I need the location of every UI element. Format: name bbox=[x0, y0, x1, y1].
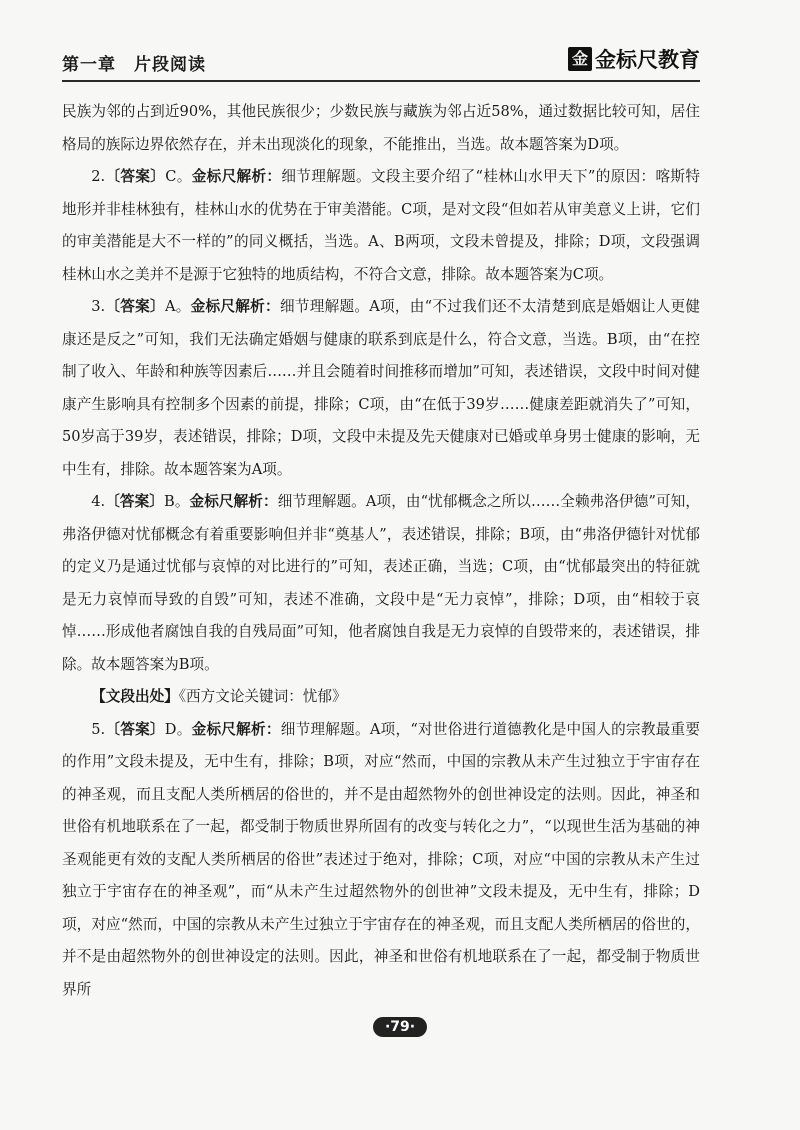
paragraph-continued: 民族为邻的占到近90%，其他民族很少；少数民族与藏族为邻占近58%，通过数据比较可知，居住格局的族际边界依然存在，并未出现淡化的现象，不能推出，当选。故本题答案为D项。 bbox=[62, 103, 700, 153]
analysis-tag: 金标尺解析： bbox=[191, 720, 281, 738]
answer-letter: C。 bbox=[165, 168, 192, 185]
logo-text: 金标尺教育 bbox=[595, 48, 700, 72]
answer-letter: D。 bbox=[164, 720, 192, 738]
publisher-logo bbox=[568, 44, 700, 74]
section-title: 片段阅读 bbox=[134, 55, 206, 75]
question-number: 4. bbox=[91, 493, 106, 510]
page-number: ·79· bbox=[373, 1017, 427, 1037]
page-content bbox=[62, 96, 700, 1006]
analysis-tag: 金标尺解析： bbox=[190, 298, 280, 315]
page-footer bbox=[0, 1016, 800, 1037]
page-header bbox=[62, 40, 700, 82]
source-tag: 【文段出处】 bbox=[91, 688, 179, 705]
answer-paragraph-4 bbox=[62, 486, 700, 681]
source-paragraph bbox=[62, 681, 700, 714]
analysis-tag: 金标尺解析： bbox=[191, 168, 282, 185]
answer-paragraph-5 bbox=[62, 714, 700, 1007]
question-number: 3. bbox=[91, 298, 106, 315]
source-text: 《西方文论关键词：忧郁》 bbox=[178, 688, 347, 705]
question-number: 2. bbox=[91, 168, 106, 185]
analysis-text: 细节理解题。A项，由“忧郁概念之所以……全赖弗洛伊德”可知，弗洛伊德对忧郁概念有着重要影响但并非“奠基人”，表述错误，排除；B项，由“弗洛伊德针对忧郁的定义乃是通过忧郁与哀悼的对比进行的”可知，表述正确，当选；C项，由“忧郁最突出的特征就是无力哀悼而导致的自毁”可知，表述不准确，文段中是“无力哀悼”，排除；D项，由“相较于哀悼……形成他者腐蚀自我的自残局面”可知，他者腐蚀自我是无力哀悼的自毁带来的，表述错误，排除。故本题答案为B项。 bbox=[62, 493, 700, 673]
answer-letter: B。 bbox=[164, 493, 190, 510]
logo-mark-icon: 金 bbox=[568, 47, 592, 71]
question-number: 5. bbox=[91, 720, 106, 738]
answer-letter: A。 bbox=[164, 298, 191, 315]
analysis-text: 细节理解题。文段主要介绍了“桂林山水甲天下”的原因：喀斯特地形并非桂林独有，桂林山水的优势在于审美潜能。C项，是对文段“但如若从审美意义上讲，它们的审美潜能是大不一样的”的同义概括，当选。A、B两项，文段未曾提及，排除；D项，文段强调桂林山水之美并不是源于它独特的地质结构，不符合文意，排除。故本题答案为C项。 bbox=[62, 168, 700, 283]
analysis-text: 细节理解题。A项，“对世俗进行道德教化是中国人的宗教最重要的作用”文段未提及，无中生有，排除；B项，对应“然而，中国的宗教从未产生过独立于宇宙存在的神圣观，而且支配人类所栖居的俗世的，并不是由超然物外的创世神设定的法则。因此，神圣和世俗有机地联系在了一起，都受制于物质世界所固有的改变与转化之力”，“以现世生活为基础的神圣观能更有效的支配人类所栖居的俗世”表述过于绝对，排除；C项，对应“中国的宗教从未产生过独立于宇宙存在的神圣观”，而“从未产生过超然物外的创世神”文段未提及，无中生有，排除；D项，对应“然而，中国的宗教从未产生过独立于宇宙存在的神圣观，而且支配人类所栖居的俗世的，并不是由超然物外的创世神设定的法则。因此，神圣和世俗有机地联系在了一起，都受制于物质世界所 bbox=[62, 720, 700, 998]
answer-tag: 〔答案〕 bbox=[105, 168, 166, 185]
answer-paragraph-2 bbox=[62, 161, 700, 291]
answer-paragraph-3 bbox=[62, 291, 700, 486]
chapter-number: 第一章 bbox=[62, 55, 116, 75]
answer-tag: 〔答案〕 bbox=[105, 720, 165, 738]
answer-tag: 〔答案〕 bbox=[105, 298, 165, 315]
analysis-text: 细节理解题。A项，由“不过我们还不太清楚到底是婚姻让人更健康还是反之”可知，我们无法确定婚姻与健康的联系到底是什么，符合文意，当选。B项，由“在控制了收入、年龄和种族等因素后……并且会随着时间推移而增加”可知，表述错误，文段中时间对健康产生影响具有控制多个因素的前提，排除；C项，由“在低于39岁……健康差距就消失了”可知，50岁高于39岁，表述错误，排除；D项，文段中未提及先天健康对已婚或单身男士健康的影响，无中生有，排除。故本题答案为A项。 bbox=[62, 298, 700, 478]
answer-tag: 〔答案〕 bbox=[105, 493, 164, 510]
chapter-title bbox=[62, 50, 206, 75]
analysis-tag: 金标尺解析： bbox=[189, 493, 278, 510]
